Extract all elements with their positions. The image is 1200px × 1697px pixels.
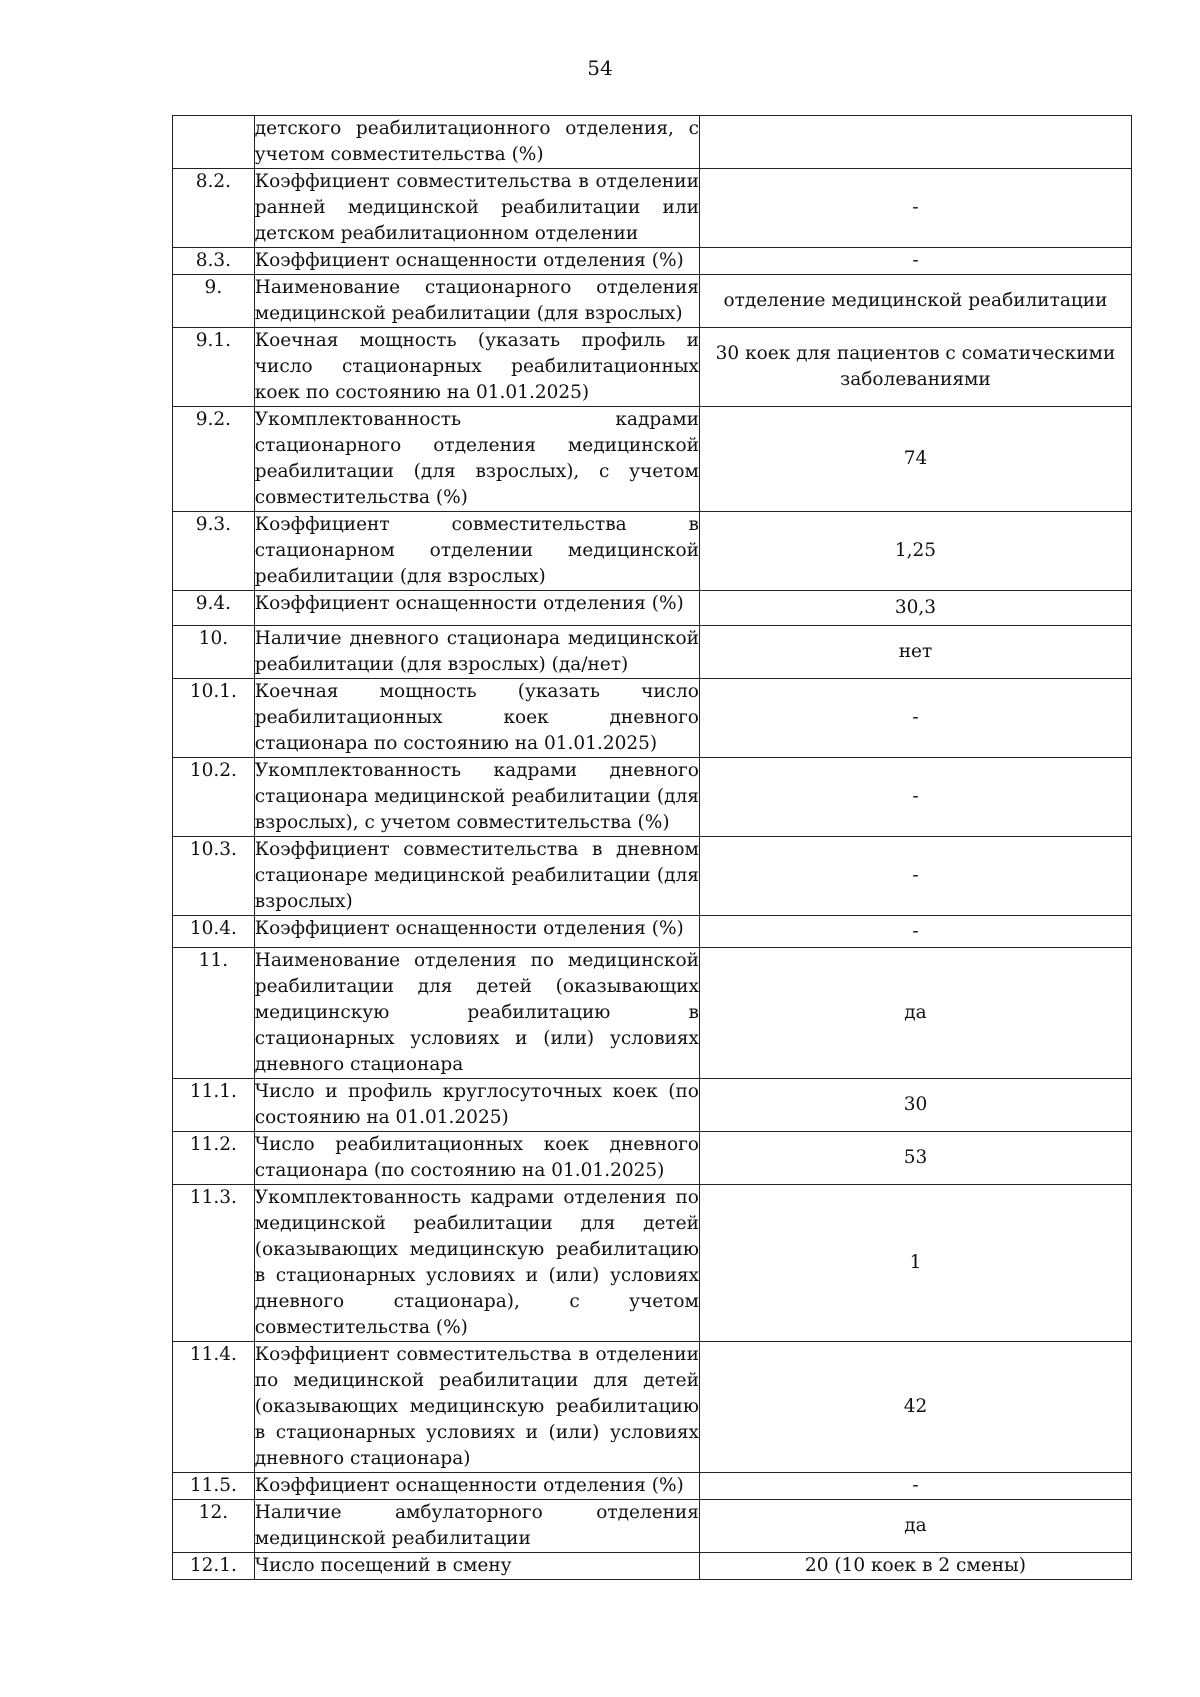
table-row [173,758,1132,837]
row-value: 53 [699,1132,1131,1185]
row-description: Наличие амбулаторного отделения медицинской реабилитации [254,1500,699,1553]
row-number: 9.4. [173,591,255,626]
row-description: Наличие дневного стационара медицинской реабилитации (для взрослых) (да/нет) [254,626,699,679]
row-value: 30,3 [699,591,1131,626]
table-row [173,1132,1132,1185]
row-description: Укомплектованность кадрами отделения по медицинской реабилитации для детей (оказывающих медицинскую реабилитацию в стационарных условиях и (или) условиях дневного стационара), с учетом совместительства (%) [254,1185,699,1342]
row-description: Число и профиль круглосуточных коек (по состоянию на 01.01.2025) [254,1079,699,1132]
row-number: 9.1. [173,328,255,407]
table-row [173,1500,1132,1553]
row-description: Коэффициент оснащенности отделения (%) [254,916,699,948]
table-row [173,116,1132,169]
row-description: Коэффициент оснащенности отделения (%) [254,591,699,626]
table-row [173,1342,1132,1473]
row-value: 1,25 [699,512,1131,591]
row-description: Укомплектованность кадрами стационарного отделения медицинской реабилитации (для взрослых), с учетом совместительства (%) [254,407,699,512]
row-value: - [699,248,1131,275]
row-description: Укомплектованность кадрами дневного стационара медицинской реабилитации (для взрослых), с учетом совместительства (%) [254,758,699,837]
row-description: Число реабилитационных коек дневного стационара (по состоянию на 01.01.2025) [254,1132,699,1185]
row-number: 11.2. [173,1132,255,1185]
row-description: Коэффициент совместительства в отделении по медицинской реабилитации для детей (оказывающих медицинскую реабилитацию в стационарных условиях и (или) условиях дневного стационара) [254,1342,699,1473]
row-description: Коечная мощность (указать профиль и число стационарных реабилитационных коек по состоянию на 01.01.2025) [254,328,699,407]
row-value: - [699,916,1131,948]
row-value: - [699,679,1131,758]
table-row [173,169,1132,248]
row-description: Коечная мощность (указать число реабилитационных коек дневного стационара по состоянию на 01.01.2025) [254,679,699,758]
row-value: - [699,1473,1131,1500]
row-value: 30 коек для пациентов с соматическими заболеваниями [699,328,1131,407]
row-description: Коэффициент совместительства в отделении ранней медицинской реабилитации или детском реабилитационном отделении [254,169,699,248]
table-row [173,837,1132,916]
row-description: детского реабилитационного отделения, с учетом совместительства (%) [254,116,699,169]
page-number: 54 [587,56,613,80]
row-number: 8.2. [173,169,255,248]
table-row [173,275,1132,328]
row-number: 10.3. [173,837,255,916]
row-number: 12.1. [173,1553,255,1580]
row-number: 11. [173,948,255,1079]
row-value: 20 (10 коек в 2 смены) [699,1553,1131,1580]
row-number: 10. [173,626,255,679]
table-row [173,916,1132,948]
table-row [173,1079,1132,1132]
row-description: Коэффициент оснащенности отделения (%) [254,248,699,275]
row-value [699,116,1131,169]
row-number: 11.4. [173,1342,255,1473]
row-number: 10.2. [173,758,255,837]
table-row [173,512,1132,591]
table-row [173,1553,1132,1580]
row-number: 11.3. [173,1185,255,1342]
row-number [173,116,255,169]
row-value: - [699,758,1131,837]
row-value: 42 [699,1342,1131,1473]
rehabilitation-indicators-table [172,115,1132,1580]
row-value: - [699,169,1131,248]
table-row [173,626,1132,679]
row-value: нет [699,626,1131,679]
row-number: 12. [173,1500,255,1553]
row-description: Коэффициент оснащенности отделения (%) [254,1473,699,1500]
row-description: Коэффициент совместительства в стационарном отделении медицинской реабилитации (для взрослых) [254,512,699,591]
table-row [173,328,1132,407]
row-number: 11.1. [173,1079,255,1132]
row-number: 9.3. [173,512,255,591]
row-description: Число посещений в смену [254,1553,699,1580]
row-number: 8.3. [173,248,255,275]
row-number: 10.4. [173,916,255,948]
table-row [173,679,1132,758]
table-row [173,591,1132,626]
table-row [173,407,1132,512]
row-number: 11.5. [173,1473,255,1500]
row-number: 9.2. [173,407,255,512]
table-row [173,948,1132,1079]
table-row [173,248,1132,275]
row-description: Наименование стационарного отделения медицинской реабилитации (для взрослых) [254,275,699,328]
table-row [173,1473,1132,1500]
row-description: Наименование отделения по медицинской реабилитации для детей (оказывающих медицинскую реабилитацию в стационарных условиях и (или) условиях дневного стационара [254,948,699,1079]
row-value: да [699,1500,1131,1553]
row-value: да [699,948,1131,1079]
row-number: 9. [173,275,255,328]
row-value: - [699,837,1131,916]
row-value: 30 [699,1079,1131,1132]
row-value: 1 [699,1185,1131,1342]
table-row [173,1185,1132,1342]
row-value: отделение медицинской реабилитации [699,275,1131,328]
row-description: Коэффициент совместительства в дневном стационаре медицинской реабилитации (для взрослых) [254,837,699,916]
row-number: 10.1. [173,679,255,758]
row-value: 74 [699,407,1131,512]
